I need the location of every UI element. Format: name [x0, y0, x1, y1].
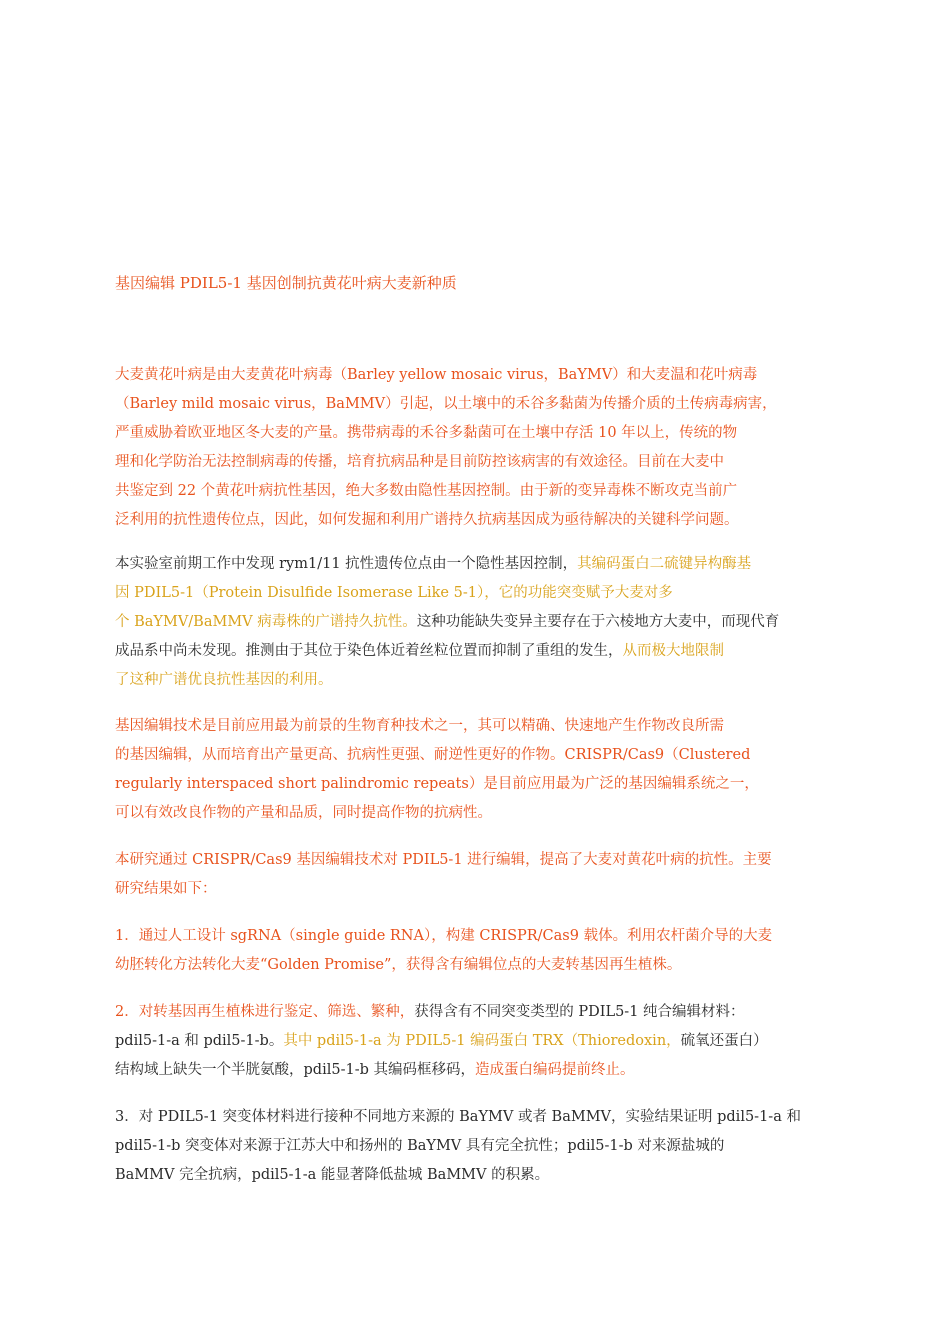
result-item-2: [115, 998, 840, 1085]
text-line: pdil5-1-b 突变体对来源于江苏大中和扬州的 BaYMV 具有完全抗性；pdil5-1-b 对来源盐城的: [115, 1138, 725, 1154]
highlight-span: 其编码蛋白二硫键异构酶基: [577, 556, 752, 572]
text-span: 2．对转基因再生植株进行鉴定、筛选、繁种，: [115, 1004, 415, 1020]
paragraph-study-summary: [115, 846, 840, 904]
text-line: BaMMV 完全抗病，pdil5-1-a 能显著降低盐城 BaMMV 的积累。: [115, 1167, 550, 1183]
text-line: 幼胚转化方法转化大麦“Golden Promise”，获得含有编辑位点的大麦转基因再生植株。: [115, 957, 682, 973]
text-span: 结构域上缺失一个半胱氨酸，pdil5-1-b 其编码框移码，: [115, 1062, 475, 1078]
highlight-span: 从而极大地限制: [622, 643, 724, 659]
text-line: 可以有效改良作物的产量和品质，同时提高作物的抗病性。: [115, 805, 492, 821]
text-line: 泛利用的抗性遗传位点，因此，如何发掘和利用广谱持久抗病基因成为亟待解决的关键科学问题。: [115, 512, 739, 528]
text-span: 获得含有不同突变类型的 PDIL5-1 纯合编辑材料：: [414, 1004, 745, 1020]
text-line: regularly interspaced short palindromic repeats）是目前应用最为广泛的基因编辑系统之一，: [115, 776, 759, 792]
paragraph-gene-editing: [115, 712, 840, 828]
text-line: 研究结果如下：: [115, 881, 217, 897]
text-line: 严重威胁着欧亚地区冬大麦的产量。携带病毒的禾谷多黏菌可在土壤中存活 10 年以上，传统的物: [115, 425, 738, 441]
text-span: 这种功能缺失变异主要存在于六棱地方大麦中，而现代育: [416, 614, 780, 630]
text-line: 1．通过人工设计 sgRNA（single guide RNA），构建 CRISPR/Cas9 载体。利用农杆菌介导的大麦: [115, 928, 773, 944]
paragraph-background: [115, 361, 840, 535]
text-line: 本研究通过 CRISPR/Cas9 基因编辑技术对 PDIL5-1 进行编辑，提高了大麦对黄花叶病的抗性。主要: [115, 852, 772, 868]
text-line: （Barley mild mosaic virus，BaMMV）引起，以土壤中的禾谷多黏菌为传播介质的土传病毒病害，: [115, 396, 777, 412]
text-line: 共鉴定到 22 个黄花叶病抗性基因，绝大多数由隐性基因控制。由于新的变异毒株不断攻克当前广: [115, 483, 738, 499]
text-line: 理和化学防治无法控制病毒的传播，培育抗病品种是目前防控该病害的有效途径。目前在大麦中: [115, 454, 724, 470]
result-item-3: [115, 1103, 840, 1190]
text-line: 的基因编辑，从而培育出产量更高、抗病性更强、耐逆性更好的作物。CRISPR/Cas9（Clustered: [115, 747, 751, 763]
text-line: 基因编辑技术是目前应用最为前景的生物育种技术之一，其可以精确、快速地产生作物改良所需: [115, 718, 724, 734]
paragraph-prior-work: [115, 550, 840, 695]
text-span: 成品系中尚未发现。推测由于其位于染色体近着丝粒位置而抑制了重组的发生，: [115, 643, 623, 659]
text-line: 大麦黄花叶病是由大麦黄花叶病毒（Barley yellow mosaic virus，BaYMV）和大麦温和花叶病毒: [115, 367, 758, 383]
highlight-span: 了这种广谱优良抗性基因的利用。: [115, 672, 333, 688]
text-span: pdil5-1-a 和 pdil5-1-b。: [115, 1033, 284, 1049]
document-title: 基因编辑 PDIL5-1 基因创制抗黄花叶病大麦新种质: [115, 274, 457, 292]
text-line: 3．对 PDIL5-1 突变体材料进行接种不同地方来源的 BaYMV 或者 BaMMV，实验结果证明 pdil5-1-a 和: [115, 1109, 801, 1125]
highlight-span: 因 PDIL5-1（Protein Disulfide Isomerase Like 5-1），它的功能突变赋予大麦对多: [115, 585, 673, 601]
highlight-span: 个 BaYMV/BaMMV 病毒株的广谱持久抗性。: [115, 614, 417, 630]
text-span: 造成蛋白编码提前终止。: [474, 1062, 635, 1078]
text-span: 本实验室前期工作中发现 rym1/11 抗性遗传位点由一个隐性基因控制，: [115, 556, 578, 572]
result-item-1: [115, 922, 840, 980]
highlight-span: 其中 pdil5-1-a 为 PDIL5-1 编码蛋白 TRX（Thioredoxin，: [283, 1033, 681, 1049]
text-span: 硫氧还蛋白）: [680, 1033, 768, 1049]
